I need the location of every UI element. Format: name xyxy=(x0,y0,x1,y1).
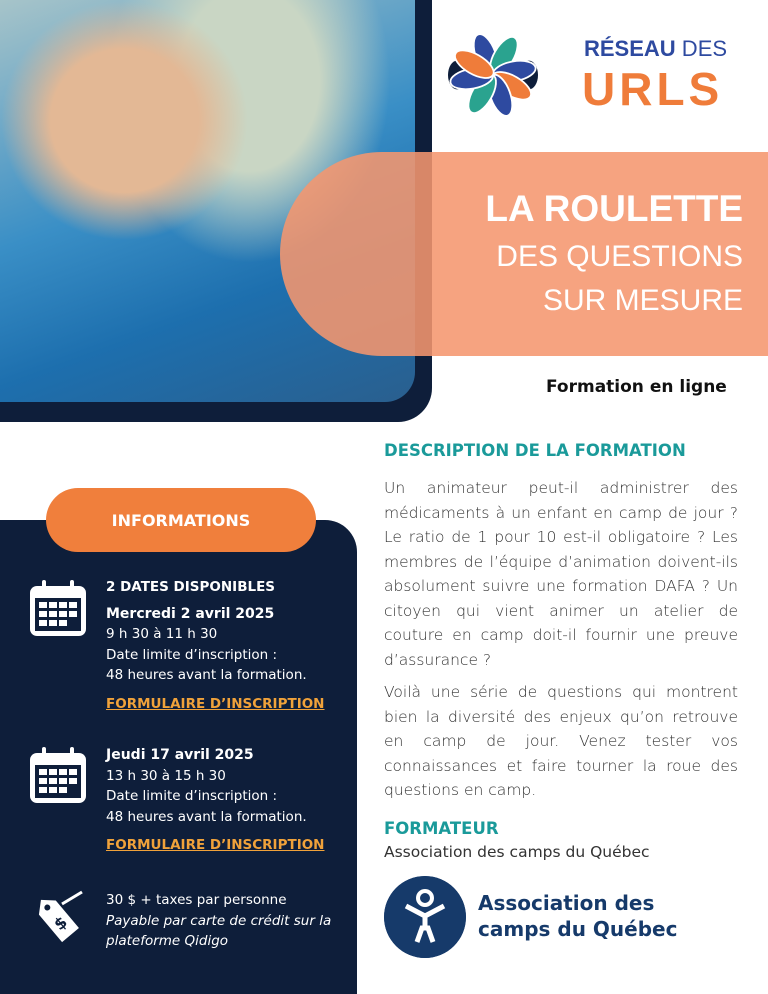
title-line-2: DES QUESTIONS xyxy=(496,240,743,273)
acq-logo-line-1: Association des xyxy=(478,891,655,915)
trainer-heading: FORMATEUR xyxy=(384,819,499,838)
acq-logo-line-2: camps du Québec xyxy=(478,917,678,941)
price: 30 $ + taxes par personne xyxy=(106,892,287,908)
dates-heading: 2 DATES DISPONIBLES xyxy=(106,579,276,595)
brand-urls: URLS xyxy=(582,63,724,115)
trainer-name: Association des camps du Québec xyxy=(384,843,650,861)
brand-name xyxy=(584,36,727,62)
deadline-label: Date limite d’inscription : xyxy=(106,788,278,804)
brand-rest: DES xyxy=(675,36,728,61)
calendar-icon xyxy=(28,578,88,638)
acq-logo-icon xyxy=(384,876,466,958)
session-date: Mercredi 2 avril 2025 xyxy=(106,605,275,622)
deadline: 48 heures avant la formation. xyxy=(106,808,307,825)
session-time: 9 h 30 à 11 h 30 xyxy=(106,626,218,642)
urls-logo-icon xyxy=(448,30,538,120)
description-paragraph-1: Un animateur peut-il administrer des médicaments à un enfant en camp de jour ? Le ratio de 1 pour 10 est-il obligatoire ? Les membres de l’équipe d’animation doivent-ils absolument suivre une formation DAFA ? Un citoyen qui vient animer un atelier de couture en camp doit-il fournir une preuve d’assurance ? xyxy=(384,479,738,669)
format-label: Formation en ligne xyxy=(546,377,727,397)
svg-text:$: $ xyxy=(50,912,71,935)
registration-link-2[interactable]: FORMULAIRE D’INSCRIPTION xyxy=(106,837,325,853)
brand-bold: RÉSEAU xyxy=(584,36,676,61)
calendar-icon xyxy=(28,745,88,805)
description-heading: DESCRIPTION DE LA FORMATION xyxy=(384,441,686,460)
deadline-label: Date limite d’inscription : xyxy=(106,646,278,663)
price-info xyxy=(106,890,336,952)
title-line-1: LA ROULETTE xyxy=(485,188,743,229)
description-paragraph-2: Voilà une série de questions qui montrent bien la diversité des enjeux qu’on retrouve en camp de jour. Venez tester vos connaissances et faire tourner la roue des questions en camp. xyxy=(384,683,738,799)
session-date: Jeudi 17 avril 2025 xyxy=(106,747,254,763)
title-line-3: SUR MESURE xyxy=(542,284,743,317)
deadline: 48 heures avant la formation. xyxy=(106,667,307,683)
price-tag-icon xyxy=(28,890,86,948)
info-heading: INFORMATIONS xyxy=(46,488,316,552)
registration-link-1[interactable]: FORMULAIRE D’INSCRIPTION xyxy=(106,695,325,712)
payment-note: Payable par carte de crédit sur la plateforme Qidigo xyxy=(106,912,332,949)
session-time: 13 h 30 à 15 h 30 xyxy=(106,767,226,784)
session-2 xyxy=(106,745,325,856)
acq-logo-text xyxy=(478,890,677,942)
session-1 xyxy=(106,577,325,714)
